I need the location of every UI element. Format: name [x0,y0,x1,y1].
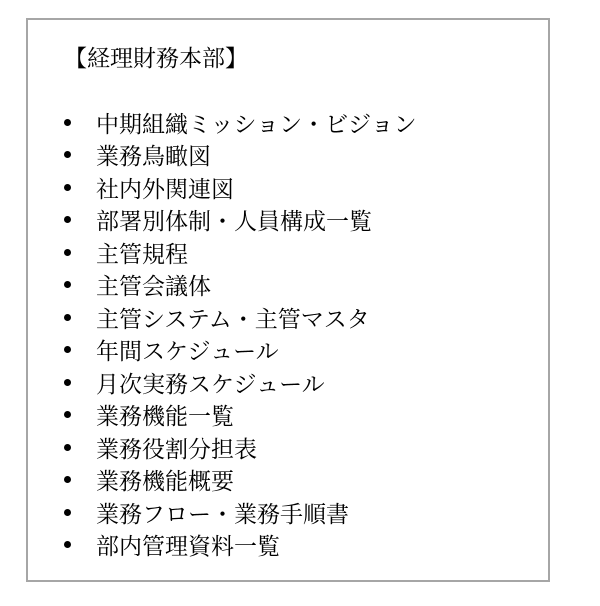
list-item [64,399,417,432]
list-item-label: 業務鳥瞰図 [96,144,211,171]
list-item [64,464,417,497]
document-list [64,106,417,561]
bullet-icon [64,119,71,126]
list-item [64,106,417,139]
bullet-icon [64,151,71,158]
list-item-label: 業務機能一覧 [96,404,234,431]
bullet-icon [64,444,71,451]
bullet-icon [64,346,71,353]
list-item-label: 月次実務スケジュール [96,371,325,398]
list-item [64,301,417,334]
list-item [64,366,417,399]
list-item-label: 中期組織ミッション・ビジョン [96,111,417,138]
list-item [64,204,417,237]
bullet-icon [64,476,71,483]
list-item-label: 主管会議体 [96,274,211,301]
list-item-label: 業務フロー・業務手順書 [96,501,349,528]
list-item-label: 年間スケジュール [96,339,279,366]
list-item-label: 業務役割分担表 [96,436,257,463]
list-item-label: 社内外関連図 [96,176,234,203]
list-item-label: 部内管理資料一覧 [96,534,280,561]
bullet-icon [64,314,71,321]
list-item [64,236,417,269]
section-title: 【経理財務本部】 [64,46,248,72]
list-item-label: 主管システム・主管マスタ [96,306,370,333]
list-item-label: 主管規程 [96,241,188,268]
bullet-icon [64,216,71,223]
bullet-icon [64,541,71,548]
list-item [64,496,417,529]
list-item [64,334,417,367]
bullet-icon [64,249,71,256]
list-item [64,529,417,562]
bullet-icon [64,411,71,418]
bullet-icon [64,509,71,516]
bullet-icon [64,281,71,288]
list-item [64,139,417,172]
bullet-icon [64,184,71,191]
bullet-icon [64,379,71,386]
list-item [64,269,417,302]
list-item-label: 業務機能概要 [96,469,234,496]
document-frame [26,18,550,582]
list-item [64,171,417,204]
list-item-label: 部署別体制・人員構成一覧 [96,209,372,236]
list-item [64,431,417,464]
